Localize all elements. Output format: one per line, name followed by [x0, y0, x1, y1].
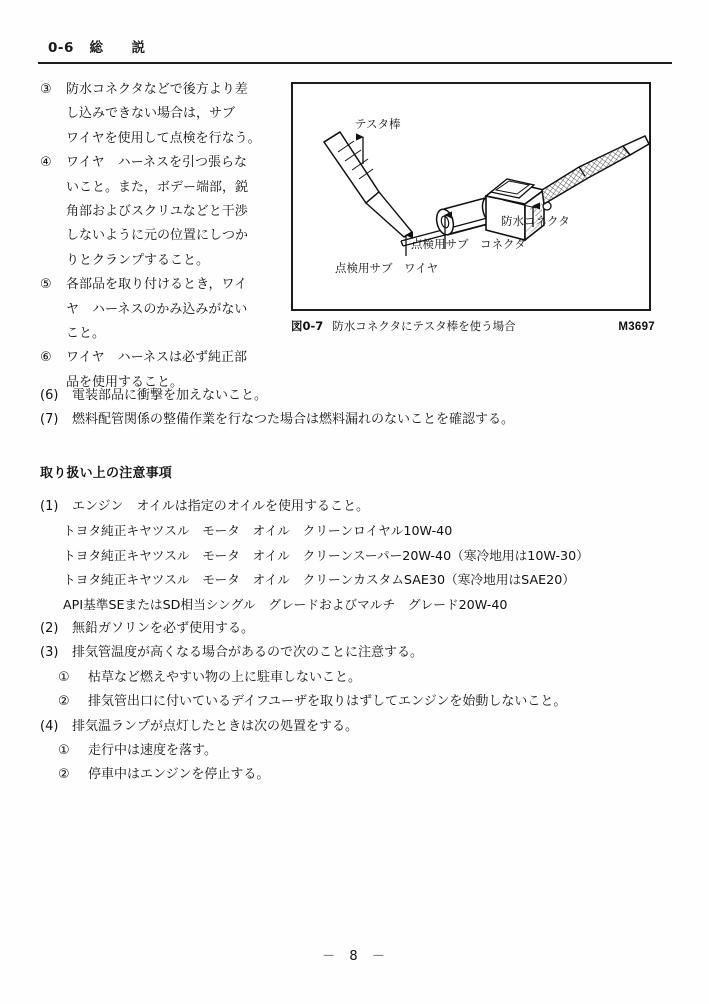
list-item-text: エンジン オイルは指定のオイルを使用すること。 [72, 499, 370, 514]
list-item-marker: ③ [40, 82, 52, 97]
left-text-column [40, 78, 290, 395]
list-item-body [66, 78, 290, 151]
list-item [40, 408, 670, 432]
list-item-marker: ⑤ [40, 277, 52, 293]
figure-code: M3697 [618, 321, 655, 333]
list-item [40, 715, 680, 739]
list-item [40, 617, 680, 641]
list-item-marker: ⑥ [40, 350, 52, 366]
text-line: 角部およびスクリユなどと干渉 [66, 204, 248, 220]
list-item-number: (2) [40, 621, 59, 637]
text-line: いこと。また，ボデー端部，鋭 [66, 179, 249, 195]
oil-spec-line: API基準SEまたはSD相当シングル グレードおよびマルチ グレード20W-40 [63, 596, 508, 612]
text-line: し込みできない場合は，サブ [66, 106, 236, 122]
list-item-text: 走行中は速度を落す。 [88, 743, 217, 759]
list-item-body [66, 273, 290, 346]
figure-frame [291, 82, 651, 311]
list-item [40, 690, 680, 714]
list-item [40, 763, 680, 787]
header-section-title: 総 説 [89, 40, 146, 56]
figure-label-sub-wire: 点検用サブ ワイヤ [335, 261, 439, 275]
text-line: りとクランプすること。 [66, 252, 210, 268]
list-item-text: 排気温ランプが点灯したときは次の処置をする。 [72, 718, 359, 734]
header-section-number: 0-6 [48, 40, 74, 56]
list-item [40, 739, 680, 763]
figure-number: 図0-7 [291, 319, 324, 333]
list-item-text: 枯草など燃えやすい物の上に駐車しないこと。 [88, 669, 362, 685]
list-item-number: ① [58, 669, 70, 685]
text-line: 各部品を取り付けるとき，ワイ [66, 277, 248, 293]
figure-title: 防水コネクタにテスタ棒を使う場合 [332, 319, 516, 333]
figure-label-waterproof-connector: 防水コネクタ [501, 214, 570, 228]
list-item-text: 排気管温度が高くなる場合があるので次のことに注意する。 [72, 645, 424, 661]
list-item [40, 151, 290, 273]
figure-caption [291, 318, 655, 334]
list-item [40, 666, 680, 690]
text-line: しないように元の位置にしつか [66, 228, 249, 244]
list-item-number: (1) [40, 499, 59, 514]
list-item-text: 排気管出口に付いているデイフユーザを取りはずしてエンジンを始動しないこと。 [88, 694, 567, 710]
list-item [40, 273, 290, 346]
list-item-text: 無鉛ガソリンを必ず使用する。 [72, 621, 255, 637]
list-item [40, 495, 680, 519]
list-item-number: ② [58, 694, 70, 710]
text-line: ワイヤ ハーネスは必ず純正部 [66, 350, 247, 366]
list-item-body [66, 151, 290, 273]
text-line: ヤ ハーネスのかみ込みがない [66, 301, 248, 317]
section-title: 取り扱い上の注意事項 [40, 466, 173, 481]
page-header [48, 36, 146, 56]
oil-spec-line: トヨタ純正キヤツスル モータ オイル クリーンカスタムSAE30（寒冷地用はSAE20） [63, 572, 575, 588]
text-line: 防水コネクタなどで後方より差 [66, 82, 248, 97]
header-rule [38, 62, 672, 64]
list-item [40, 384, 670, 408]
text-line: ワイヤ ハーネスを引つ張らな [66, 155, 247, 171]
list-item-marker: ④ [40, 155, 52, 171]
oil-spec-line: トヨタ純正キヤツスル モータ オイル クリーンスーパー20W-40（寒冷地用は10W-30） [63, 547, 589, 563]
braided-cable-shape [542, 136, 649, 204]
text-line: ワイヤを使用して点検を行なう。 [66, 130, 261, 146]
list-item-text: 電装部品に衝撃を加えないこと。 [72, 388, 268, 403]
text-line: 品を使用すること。 [66, 374, 184, 390]
list-item-number: ① [58, 743, 70, 759]
list-item-number: (3) [40, 645, 59, 661]
list-item-text: 燃料配管関係の整備作業を行なつた場合は燃料漏れのないことを確認する。 [72, 412, 515, 428]
tester-probe-shape [324, 132, 412, 237]
list-item-number: (6) [40, 388, 59, 403]
figure-0-7 [291, 82, 655, 334]
handling-precautions-section [40, 462, 680, 788]
full-width-list [40, 384, 670, 433]
list-item-number: ② [58, 767, 70, 783]
text-line: こと。 [66, 326, 106, 342]
list-item [40, 78, 290, 151]
page-number: － 8 － [322, 949, 387, 964]
list-item-number: (7) [40, 412, 59, 428]
list-item-number: (4) [40, 718, 59, 734]
list-item [40, 641, 680, 665]
waterproof-connector-shape [486, 179, 551, 240]
figure-label-sub-connector: 点検用サブ コネクタ [411, 237, 526, 251]
list-item-text: 停車中はエンジンを停止する。 [88, 767, 270, 783]
oil-spec-line: トヨタ純正キヤツスル モータ オイル クリーンロイヤル10W-40 [63, 523, 453, 539]
figure-label-tester-probe: テスタ棒 [355, 117, 401, 131]
